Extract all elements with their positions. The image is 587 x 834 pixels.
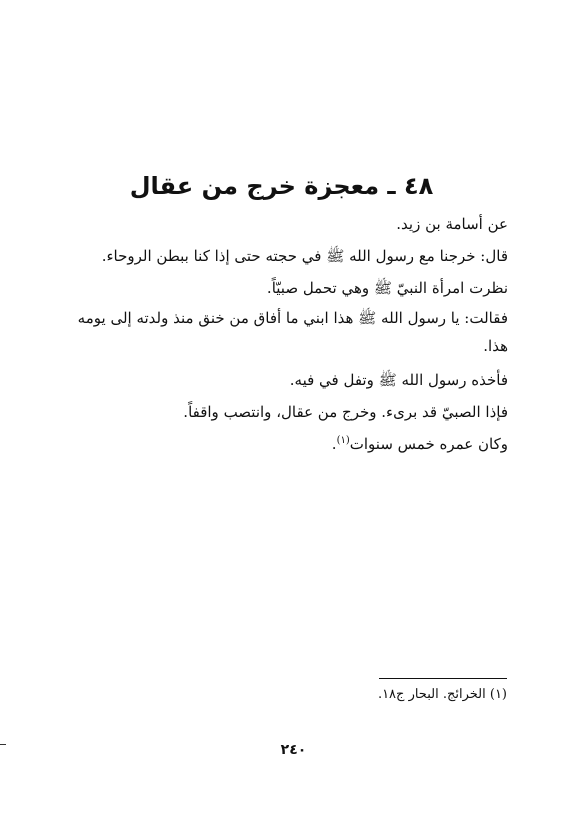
- footnote-text: (١) الخرائج. البحار ج١٨.: [377, 687, 507, 702]
- scan-edge-mark: [0, 744, 6, 745]
- body-text: [76, 208, 508, 460]
- paragraph-7: [76, 428, 508, 460]
- paragraph-2: قال: خرجنا مع رسول الله ﷺ في حجته حتى إذا كنا ببطن الروحاء.: [101, 247, 508, 265]
- page-number: ٢٤٠: [280, 742, 307, 758]
- footnote-divider: [379, 678, 507, 679]
- chapter-title: ٤٨ ـ معجزة خرج من عقال: [129, 172, 434, 200]
- paragraph-7-period: .: [331, 435, 337, 453]
- paragraph-4: فقالت: يا رسول الله ﷺ هذا ابني ما أفاق من خنق منذ ولدته إلى يومه هذا.: [77, 309, 508, 355]
- paragraph-3: نظرت امرأة النبيّ ﷺ وهي تحمل صبيّاً.: [266, 279, 508, 297]
- footnote-reference: (١): [336, 435, 350, 446]
- paragraph-6: فإذا الصبيّ قد برىء. وخرج من عقال، وانتصب واقفاً.: [183, 403, 508, 421]
- paragraph-7-text: وكان عمره خمس سنوات: [349, 435, 508, 453]
- paragraph-1: عن أسامة بن زيد.: [396, 215, 508, 233]
- paragraph-5: فأخذه رسول الله ﷺ وتفل في فيه.: [289, 371, 508, 389]
